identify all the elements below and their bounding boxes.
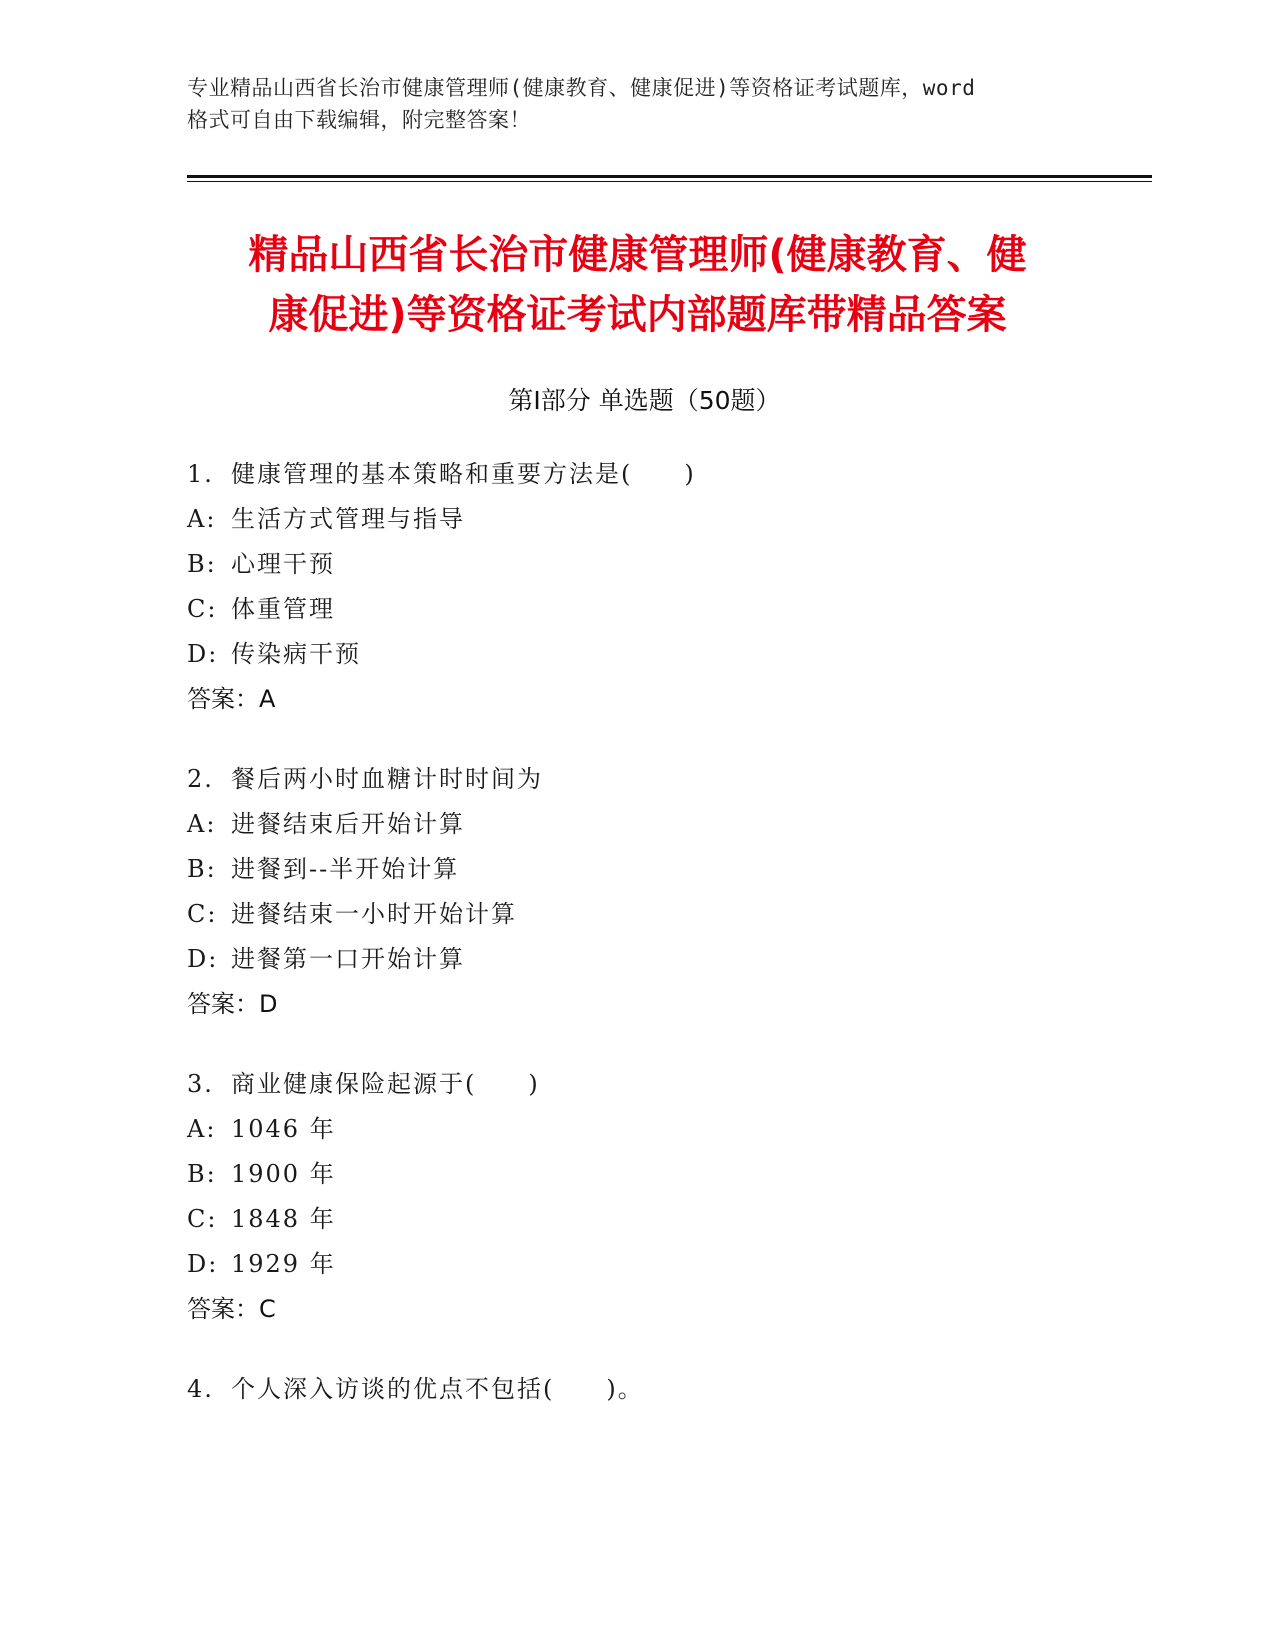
question-text: 个人深入访谈的优点不包括( )。 bbox=[231, 1375, 644, 1403]
option-text: 1848 年 bbox=[231, 1205, 336, 1233]
question-number: 1. bbox=[187, 460, 214, 488]
option-row bbox=[187, 1242, 1117, 1287]
document-title-line-1: 精品山西省长治市健康管理师(健康教育、健 bbox=[248, 232, 1027, 278]
header-note-line-2: 格式可自由下载编辑，附完整答案！ bbox=[187, 108, 531, 132]
question-stem bbox=[187, 1062, 1117, 1107]
option-row bbox=[187, 632, 1117, 677]
option-text: 生活方式管理与指导 bbox=[231, 505, 465, 533]
answer-line: 答案：D bbox=[187, 990, 278, 1018]
header-note-line-1: 专业精品山西省长治市健康管理师(健康教育、健康促进)等资格证考试题库，word bbox=[187, 76, 976, 100]
question-item bbox=[187, 757, 1117, 1027]
option-letter: D: bbox=[187, 640, 219, 668]
question-stem bbox=[187, 757, 1117, 802]
option-row bbox=[187, 1197, 1117, 1242]
option-letter: D: bbox=[187, 945, 219, 973]
option-text: 1046 年 bbox=[231, 1115, 336, 1143]
option-row bbox=[187, 587, 1117, 632]
option-text: 进餐第一口开始计算 bbox=[231, 945, 465, 973]
question-number: 4. bbox=[187, 1375, 214, 1403]
section-title: 第Ⅰ部分 单选题（50题） bbox=[508, 386, 781, 415]
option-text: 传染病干预 bbox=[231, 640, 361, 668]
option-letter: C: bbox=[187, 900, 218, 928]
option-row bbox=[187, 497, 1117, 542]
option-text: 进餐到--半开始计算 bbox=[231, 855, 460, 883]
option-letter: B: bbox=[187, 1160, 217, 1188]
option-row bbox=[187, 937, 1117, 982]
option-text: 1929 年 bbox=[231, 1250, 336, 1278]
option-row bbox=[187, 802, 1117, 847]
option-letter: C: bbox=[187, 1205, 218, 1233]
option-letter: A: bbox=[187, 505, 217, 533]
option-letter: B: bbox=[187, 550, 217, 578]
option-row bbox=[187, 542, 1117, 587]
option-row bbox=[187, 1152, 1117, 1197]
header-divider-thin bbox=[187, 181, 1152, 182]
question-text: 商业健康保险起源于( ) bbox=[231, 1070, 540, 1098]
option-letter: B: bbox=[187, 855, 217, 883]
option-text: 进餐结束后开始计算 bbox=[231, 810, 465, 838]
option-row bbox=[187, 847, 1117, 892]
option-text: 体重管理 bbox=[231, 595, 335, 623]
answer-line: 答案：C bbox=[187, 1295, 276, 1323]
option-row bbox=[187, 892, 1117, 937]
option-letter: C: bbox=[187, 595, 218, 623]
option-letter: A: bbox=[187, 810, 217, 838]
header-divider-thick bbox=[187, 175, 1152, 178]
question-item bbox=[187, 452, 1117, 722]
option-letter: A: bbox=[187, 1115, 217, 1143]
question-text: 健康管理的基本策略和重要方法是( ) bbox=[231, 460, 696, 488]
document-title bbox=[180, 225, 1095, 345]
option-text: 1900 年 bbox=[231, 1160, 336, 1188]
option-text: 进餐结束一小时开始计算 bbox=[231, 900, 517, 928]
question-number: 3. bbox=[187, 1070, 214, 1098]
option-row bbox=[187, 1107, 1117, 1152]
question-stem bbox=[187, 1367, 1117, 1412]
question-number: 2. bbox=[187, 765, 214, 793]
document-title-line-2: 康促进)等资格证考试内部题库带精品答案 bbox=[268, 292, 1007, 338]
question-item bbox=[187, 1062, 1117, 1332]
question-stem bbox=[187, 452, 1117, 497]
option-text: 心理干预 bbox=[231, 550, 335, 578]
option-letter: D: bbox=[187, 1250, 219, 1278]
question-text: 餐后两小时血糖计时时间为 bbox=[231, 765, 543, 793]
question-item bbox=[187, 1367, 1117, 1412]
answer-line: 答案：A bbox=[187, 685, 276, 713]
header-note bbox=[187, 72, 1087, 136]
